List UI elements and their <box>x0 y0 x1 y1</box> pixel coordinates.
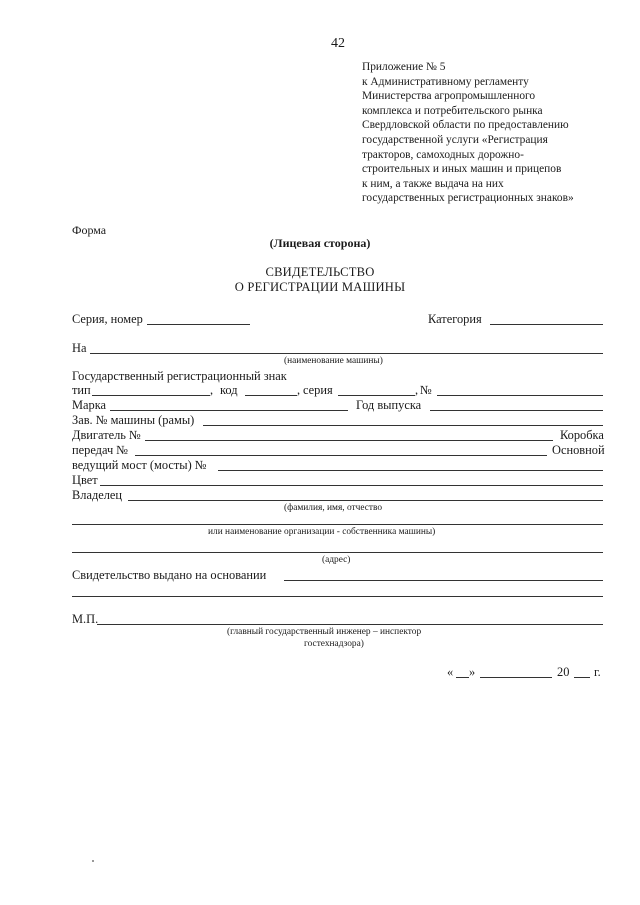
appendix-line: Свердловской области по предоставлению <box>362 119 569 132</box>
issued-basis-label: Свидетельство выдано на основании <box>72 568 267 582</box>
appendix-line: государственных регистрационных знаков» <box>362 192 574 205</box>
code-label: код <box>220 383 238 397</box>
document-title <box>0 265 640 294</box>
title-line-2: О РЕГИСТРАЦИИ МАШИНЫ <box>234 279 406 294</box>
serial-field[interactable] <box>203 425 603 426</box>
comma-separator: , <box>415 383 419 397</box>
brand-field[interactable] <box>110 410 348 411</box>
year-field[interactable] <box>430 410 603 411</box>
number-field[interactable] <box>437 395 603 396</box>
owner-field[interactable] <box>128 500 603 501</box>
inspector-signature-field[interactable] <box>97 624 603 625</box>
code-field[interactable] <box>245 395 297 396</box>
issued-basis-field-continued[interactable] <box>72 596 603 597</box>
color-label: Цвет <box>72 473 98 487</box>
date-year-suffix: г. <box>594 665 601 679</box>
page-number: 42 <box>331 36 345 51</box>
reg-sign-label: Государственный регистрационный знак <box>72 369 287 383</box>
comma-separator: , <box>297 383 301 397</box>
axle-field[interactable] <box>218 470 603 471</box>
date-year-prefix: 20 <box>557 665 570 679</box>
number-label: № <box>420 383 432 397</box>
title-line-1: СВИДЕТЕЛЬСТВО <box>265 265 375 279</box>
owner-field-continued[interactable] <box>72 524 603 525</box>
owner-caption: (фамилия, имя, отчество <box>284 503 383 513</box>
owner-label: Владелец <box>72 488 123 502</box>
inspector-caption-line-2: гостехнадзора) <box>304 639 364 649</box>
date-quote-open: « <box>447 665 454 679</box>
gearbox-label: Коробка <box>560 428 604 442</box>
appendix-block <box>362 60 632 206</box>
appendix-line: комплекса и потребительского рынка <box>362 104 543 117</box>
appendix-line: государственной услуги «Регистрация <box>362 133 548 146</box>
category-field[interactable] <box>490 324 603 325</box>
scan-speck <box>92 860 94 862</box>
date-quote-close: » <box>469 665 476 679</box>
type-label: тип <box>72 383 91 397</box>
serial-label: Зав. № машины (рамы) <box>72 413 195 427</box>
inspector-caption-line-1: (главный государственный инженер – инспектор <box>227 627 422 637</box>
address-field[interactable] <box>72 552 603 553</box>
series-label: серия <box>303 383 333 397</box>
year-label: Год выпуска <box>356 398 422 412</box>
color-field[interactable] <box>100 485 603 486</box>
main-label: Основной <box>552 443 605 457</box>
gearbox-field[interactable] <box>135 455 547 456</box>
appendix-line: тракторов, самоходных дорожно- <box>362 148 524 161</box>
machine-name-field[interactable] <box>90 353 603 354</box>
appendix-line: Приложение № 5 <box>362 61 446 73</box>
axle-label: ведущий мост (мосты) № <box>72 458 207 472</box>
on-label: На <box>72 341 87 355</box>
organization-caption: или наименование организации - собственника машины) <box>208 527 436 537</box>
category-label: Категория <box>428 312 482 326</box>
side-label: (Лицевая сторона) <box>269 236 371 250</box>
date-day-field[interactable] <box>456 677 469 678</box>
brand-label: Марка <box>72 398 107 412</box>
date-month-field[interactable] <box>480 677 552 678</box>
appendix-line: Министерства агропромышленного <box>362 90 536 103</box>
comma-separator: , <box>210 383 214 397</box>
engine-field[interactable] <box>145 440 553 441</box>
engine-label: Двигатель № <box>72 428 141 442</box>
type-field[interactable] <box>92 395 210 396</box>
series-number-label: Серия, номер <box>72 312 143 326</box>
date-year-field[interactable] <box>574 677 590 678</box>
stamp-label: М.П. <box>72 612 99 626</box>
machine-name-caption: (наименование машины) <box>284 356 383 366</box>
form-label: Форма <box>72 223 107 237</box>
issued-basis-field[interactable] <box>284 580 603 581</box>
series-number-field[interactable] <box>147 324 250 325</box>
appendix-line: к Административному регламенту <box>362 75 529 88</box>
address-caption: (адрес) <box>322 555 351 565</box>
gear-number-label: передач № <box>72 443 129 457</box>
appendix-line: строительных и иных машин и прицепов <box>362 163 562 176</box>
series-field[interactable] <box>338 395 415 396</box>
appendix-line: к ним, а также выдача на них <box>362 177 504 190</box>
